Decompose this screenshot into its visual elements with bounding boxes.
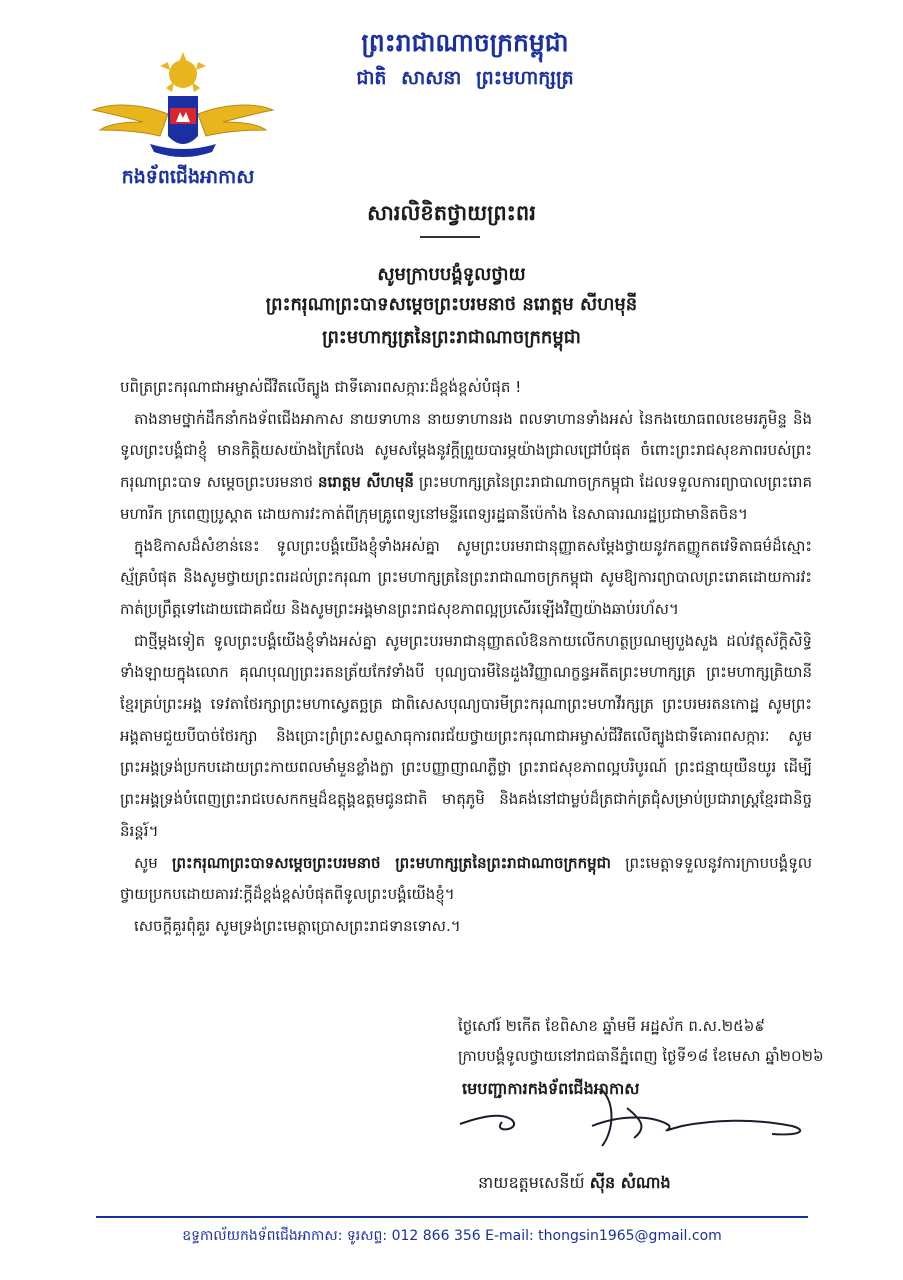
document-title: សារលិខិតថ្វាយព្រះពរ bbox=[367, 201, 536, 225]
place-and-date: ក្រាបបង្គំទូលថ្វាយនៅរាជធានីភ្នំពេញ ថ្ងៃទី១៨ ខែមេសា ឆ្នាំ២០២៦ bbox=[458, 1047, 824, 1065]
national-motto: ជាតិ សាសនា ព្រះមហាក្សត្រ bbox=[356, 67, 574, 89]
footer-divider bbox=[96, 1216, 808, 1218]
paragraph-3: ជាថ្មីម្តងទៀត ទូលព្រះបង្គំយើងខ្ញុំទាំងអស់គ្នា សូមព្រះបរមរាជានុញ្ញាតលំឱនកាយលើកហត្ថប្រណម្យបួងសួង ដល់វត្ថុស័ក្តិសិទ្ធិទាំងឡាយក្នុងលោក គុណបុណ្យព្រះរតនត្រ័យកែវទាំងបី បុណ្យបារមីនៃដួងវិញ្ញាណក្ខន្ធអតីតព្រះមហាក្សត្រ ព្រះមហាក្សត្រិយានីខ្មែរគ្រប់ព្រះអង្គ ទេវតាថែរក្សាព្រះមហាស្វេតច្ឆត្រ ជាពិសេសបុណ្យបារមីព្រះករុណាព្រះមហាវីរក្សត្រ ព្រះបរមរតនកោដ្ឋ សូមព្រះអង្គតាមជួយបីបាច់ថែរក្សា និងប្រោះព្រំព្រះសព្ទសាធុការពរជ័យថ្វាយព្រះករុណាជាអម្ចាស់ជីវិតលើត្បូងជាទីគោរពសក្ការៈ សូមព្រះអង្គទ្រង់ប្រកបដោយព្រះកាយពលមាំមួនខ្លាំងក្លា ព្រះបញ្ញាញាណភ្លឺថ្លា ព្រះរាជសុខភាពល្អបរិបូរណ៍ ព្រះជន្មាយុយឺនយូរ ដើម្បីព្រះអង្គទ្រង់បំពេញព្រះរាជបេសកកម្មដ៏ឧត្តុង្គឧត្តមជូនជាតិ មាតុភូមិ និងគង់នៅជាម្លប់ដ៏ត្រជាក់ត្រជុំសម្រាប់ប្រជារាស្ត្រខ្មែរជានិច្ចនិរន្តរ៍។ bbox=[120, 631, 812, 840]
king-title: ព្រះករុណាព្រះបាទសម្តេចព្រះបរមនាថ ព្រះមហាក្សត្រនៃព្រះរាជាណាចក្រកម្ពុជា bbox=[171, 853, 611, 872]
paragraph-2: ក្នុងឱកាសដ៏សំខាន់នេះ ទូលព្រះបង្គំយើងខ្ញុំទាំងអស់គ្នា សូមព្រះបរមរាជានុញ្ញាតសម្តែងថ្វាយនូវកតញ្ញូកតវេទិតាធម៌ដ៏ស្មោះស្ម័គ្របំផុត និងសូមថ្វាយព្រះពរដល់ព្រះករុណា ព្រះមហាក្សត្រនៃព្រះរាជាណាចក្រកម្ពុជា សូមឱ្យការព្យាបាលព្រះរោគដោយការវះកាត់ប្រព្រឹត្តទៅដោយជោគជ័យ និងសូមព្រះអង្គមានព្រះរាជសុខភាពល្អប្រសើរឡើងវិញយ៉ាងឆាប់រហ័ស។ bbox=[120, 536, 812, 618]
paragraph-1-text: តាងនាមថ្នាក់ដឹកនាំកងទ័ពជើងអាកាស នាយទាហាន នាយទាហានរង ពលទាហានទាំងអស់ នៃកងយោធពលខេមរភូមិន្ទ និងទូលព្រះបង្គំជាខ្ញុំ មានកិត្តិយសយ៉ាងក្រៃលែង សូមសម្តែងនូវក្តីព្រួយបារម្ភយ៉ាងជ្រាលជ្រៅបំផុត ចំពោះព្រះរាជសុខភាពរបស់ព្រះករុណាព្រះបាទ សម្តេចព្រះបរមនាថ bbox=[120, 409, 812, 492]
handwritten-signature-icon bbox=[452, 1086, 832, 1156]
kingdom-heading: ព្រះរាជាណាចក្រកម្ពុជា bbox=[361, 28, 569, 57]
paragraph-5: សេចក្តីគួរពុំគួរ សូមទ្រង់ព្រះមេត្តាប្រោសព្រះរាជទានទោស.។ bbox=[134, 916, 461, 935]
title-divider bbox=[420, 236, 480, 238]
signer-rank: នាយឧត្តមសេនីយ៍ bbox=[478, 1173, 585, 1192]
signer-name: ស៊ីន សំណាង bbox=[589, 1173, 671, 1192]
paragraph-1 bbox=[120, 404, 812, 531]
paragraph-1-rest: ព្រះមហាក្សត្រនៃព្រះរាជាណាចក្រកម្ពុជា ដែលទទួលការព្យាបាលព្រះរោគមហារីក ក្រពេញប្រូស្តាត ដោយការវះកាត់ពីក្រុមគ្រូពេទ្យនៅមន្ទីរពេទ្យរដ្ឋធានីប៉េកាំង នៃសាធារណរដ្ឋប្រជាមានិតចិន។ bbox=[120, 473, 812, 523]
letter-body bbox=[120, 372, 812, 943]
lunar-date: ថ្ងៃសៅរ៍ ២កើត ខែពិសាខ ឆ្នាំមមី អដ្ឋស័ក ព.ស.២៥៦៩ bbox=[458, 1017, 765, 1035]
addressee-line-2: ព្រះករុណាព្រះបាទសម្តេចព្រះបរមនាថ នរោត្តម សីហមុនី bbox=[265, 294, 638, 315]
signer-name-line bbox=[478, 1172, 671, 1196]
paragraph-4 bbox=[120, 848, 812, 911]
paragraph-4-lead: សូម bbox=[134, 853, 158, 872]
signer-title: មេបញ្ជាការកងទ័ពជើងអាកាស bbox=[462, 1079, 640, 1098]
unit-name: កងទ័ពជើងអាកាស bbox=[121, 166, 255, 188]
addressee-line-3: ព្រះមហាក្សត្រនៃព្រះរាជាណាចក្រកម្ពុជា bbox=[322, 327, 581, 348]
paragraph-4-rest: ព្រះមេត្តាទទួលនូវការក្រាបបង្គំទូលថ្វាយប្រកបដោយគារវៈក្តីដ៏ខ្ពង់ខ្ពស់បំផុតពីទូលព្រះបង្គំយើងខ្ញុំ។ bbox=[120, 853, 812, 904]
footer-contact: ឧទ្ទកាល័យកងទ័ពជើងអាកាស: ទូរសព្ទ: 012 866 356 E-mail: thongsin1965@gmail.com bbox=[182, 1228, 722, 1244]
salutation: បពិត្រព្រះករុណាជាអម្ចាស់ជីវិតលើត្បូង ជាទីគោរពសក្ការៈដ៏ខ្ពង់ខ្ពស់បំផុត ! bbox=[120, 378, 522, 396]
addressee-line-1: សូមក្រាបបង្គំទូលថ្វាយ bbox=[377, 264, 526, 285]
king-name: នរោត្តម សីហមុនី bbox=[317, 473, 414, 492]
